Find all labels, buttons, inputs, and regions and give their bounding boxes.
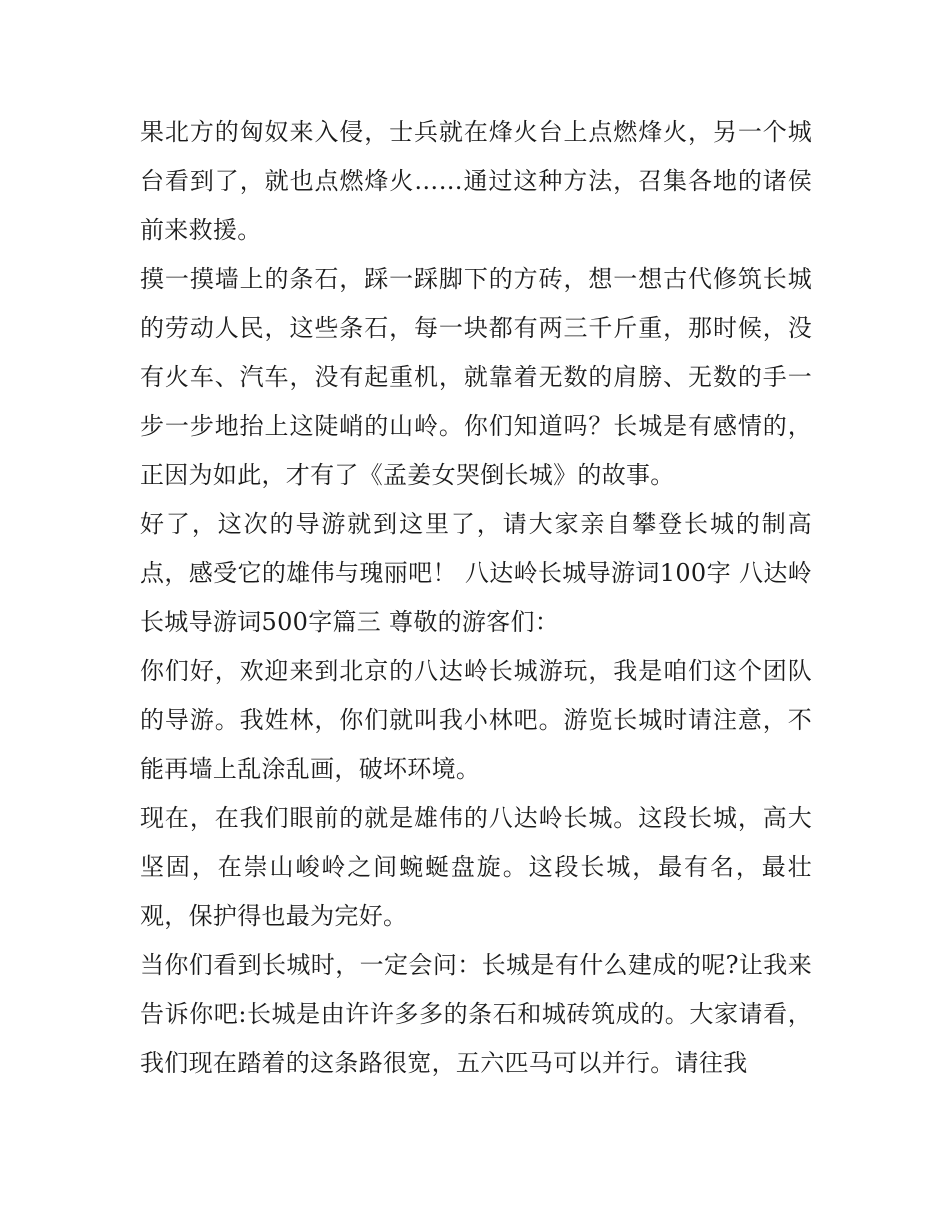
paragraph-closing-and-heading: 好了，这次的导游就到这里了，请大家亲自攀登长城的制高点，感受它的雄伟与瑰丽吧！ 八达岭长城导游词100字 八达岭长城导游词500字篇三 尊敬的游客们： (140, 510, 812, 636)
paragraph-beacon-fire: 果北方的匈奴来入侵，士兵就在烽火台上点燃烽火，另一个城台看到了，就也点燃烽火……通过这种方法，召集各地的诸侯前来救援。 (140, 118, 812, 244)
paragraph-welcome: 你们好，欢迎来到北京的八达岭长城游玩，我是咱们这个团队的导游。我姓林，你们就叫我小林吧。游览长城时请注意，不能再墙上乱涂乱画，破坏环境。 (140, 657, 812, 783)
paragraph-builders: 摸一摸墙上的条石，踩一踩脚下的方砖，想一想古代修筑长城的劳动人民，这些条石，每一块都有两三千斤重，那时候，没有火车、汽车，没有起重机，就靠着无数的肩膀、无数的手一步一步地抬上这陡峭的山岭。你们知道吗？长城是有感情的，正因为如此，才有了《孟姜女哭倒长城》的故事。 (140, 265, 812, 489)
document-body (140, 108, 812, 1088)
paragraph-badaling-intro: 现在，在我们眼前的就是雄伟的八达岭长城。这段长城，高大坚固，在崇山峻岭之间蜿蜒盘旋。这段长城，最有名，最壮观，保护得也最为完好。 (140, 804, 812, 930)
paragraph-construction: 当你们看到长城时，一定会问：长城是有什么建成的呢?让我来告诉你吧:长城是由许许多多的条石和城砖筑成的。大家请看，我们现在踏着的这条路很宽，五六匹马可以并行。请往我 (140, 951, 812, 1077)
